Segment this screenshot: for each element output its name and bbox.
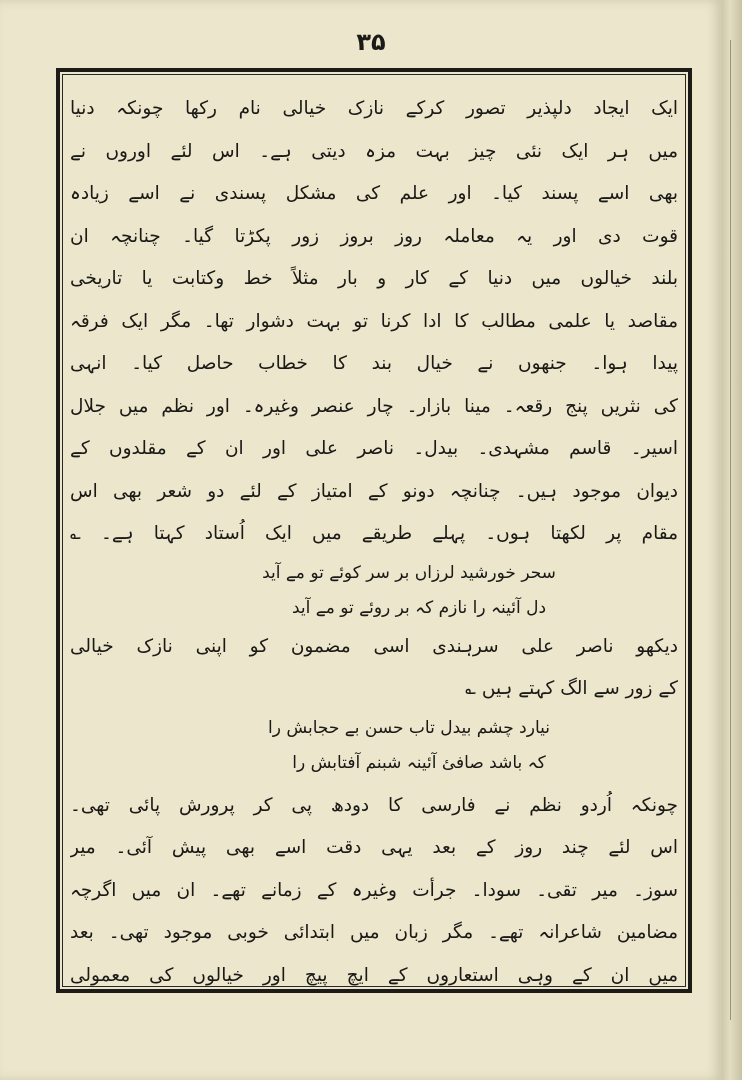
verse-line: سحر خورشید لرزاں بر سر کوئے تو مے آید	[262, 562, 556, 583]
text-line: مضامین شاعرانہ تھے۔ مگر زبان میں ابتدائی خوبی موجود تھی۔ بعد	[70, 922, 678, 943]
text-line: دیکھو ناصر علی سرہندی اسی مضمون کو اپنی نازک خیالی	[70, 635, 678, 657]
page-number: ۳۵	[356, 28, 386, 56]
text-line: کی نثریں پنج رقعہ۔ مینا بازار۔ چار عنصر وغیرہ۔ اور نظم میں جلال	[70, 395, 678, 417]
page-text	[70, 88, 678, 997]
verse-line: دل آئینہ را نازم کہ بر روئے تو مے آید	[291, 597, 547, 618]
text-line: اس لئے چند روز کے بعد یہی دقت اسے بھی پیش آئی۔ میر	[70, 837, 678, 858]
text-line: قوت دی اور یہ معاملہ روز بروز زور پکڑتا گیا۔ چنانچہ ان	[70, 225, 678, 247]
verse-line: کہ باشد صافئ آئینہ شبنم آفتابش را	[292, 752, 546, 773]
text-line: چونکہ اُردو نظم نے فارسی کا دودھ پی کر پرورش پائی تھی۔	[70, 794, 678, 816]
text-line: بلند خیالوں میں دنیا کے کار و بار مثلاً خط وکتابت یا تاریخی	[70, 268, 678, 289]
verse-line: نیارد چشم بیدل تاب حسن بے حجابش را	[268, 717, 550, 738]
text-line: میں ہر ایک نئی چیز بہت مزہ دیتی ہے۔ اس لئے اوروں نے	[70, 140, 678, 162]
text-line: دیوان موجود ہیں۔ چنانچہ دونو کے امتیاز کے لئے دو شعر بھی اس	[70, 480, 678, 502]
text-line: مقام پر لکھتا ہوں۔ پہلے طریقے میں ایک اُستاد کہتا ہے۔ ؎	[70, 523, 678, 544]
text-line: کے زور سے الگ کہتے ہیں ؎	[465, 678, 678, 699]
text-line: اسیر۔ قاسم مشہدی۔ بیدل۔ ناصر علی اور ان کے مقلدوں کے	[70, 438, 678, 459]
text-line: ایک ایجاد دلپذیر تصور کرکے نازک خیالی نام رکھا چونکہ دنیا	[70, 98, 678, 119]
text-line: پیدا ہوا۔ جنھوں نے خیال بند کا خطاب حاصل کیا۔ انہی	[70, 353, 678, 374]
next-page-edge	[722, 0, 742, 1080]
text-line: مقاصد یا علمی مطالب کا ادا کرنا تو بہت دشوار تھا۔ مگر ایک فرقہ	[70, 310, 678, 332]
text-line: سوز۔ میر تقی۔ سودا۔ جرأت وغیرہ کے زمانے تھے۔ ان میں اگرچہ	[70, 879, 678, 901]
text-line: بھی اسے پسند کیا۔ اور علم کی مشکل پسندی نے اسے زیادہ	[70, 183, 678, 204]
text-line: میں ان کے وہی استعاروں کے ایچ پیچ اور خیالوں کی معمولی	[70, 964, 678, 986]
